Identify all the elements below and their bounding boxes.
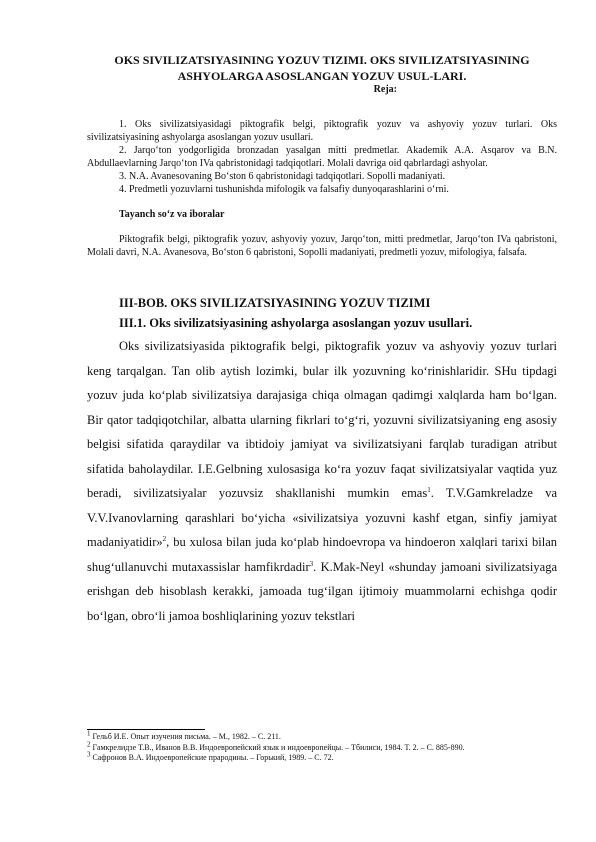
footnote-ref[interactable]: 1 — [427, 485, 431, 494]
footnote-number: 1 — [87, 729, 91, 738]
plan-item: 3. N.A. Avanesovaning Bo‘ston 6 qabristonidagi tadqiqotlari. Sopolli madaniyati. — [119, 171, 446, 182]
body-paragraph — [87, 334, 557, 628]
body-text: Oks sivilizatsiyasida piktografik belgi, piktografik yozuv va ashyoviy yozuv turlari keng tarqalgan. Tan olib aytish lozimki, bular ilk yozuvning ko‘rinishlaridir. SHu tipdagi yozuv juda ko‘plab sivilizatsiya darajasiga chiqa olmagan qadimgi xalqlarda ham bo‘lgan. Bir qator tadqiqotchilar, albatta ularning fikrlari to‘g‘ri, yozuvni sivilizatsiyaning eng asosiy belgisi sifatida qaraydilar va ibtidoiy jamiyat va sivilizatsiyani farqlab turadigan atribut sifatida baholaydilar. I.E.Gelbning xulosasiga ko‘ra yozuv faqat sivilizatsiyalar vaqtida yuz beradi, sivilizatsiyalar yozuvsiz shakllanishi mumkin emas — [87, 339, 557, 500]
body-text: . T.V.Gamkreladze va V.V.Ivanovlarning qarashlari bo‘yicha «sivilizatsiya yozuvni kashf etgan, sinfiy jamiyat madaniyatidir» — [87, 486, 557, 549]
keywords-heading: Tayanch so‘z va iboralar — [119, 209, 225, 220]
document-page — [87, 52, 557, 628]
plan-item: 2. Jarqo‘ton yodgorligida bronzadan yasalgan mitti predmetlar. Akademik A.A. Asqarov va B.N. Abdullaevlarning Jarqo‘ton IVa qabristonidagi tadqiqotlari. Molali davriga oid qabrlardagi ashyolar. — [87, 145, 557, 169]
footnote-divider — [87, 729, 205, 730]
plan-list — [87, 118, 557, 196]
plan-item: 4. Predmetli yozuvlarni tushunishda mifologik va falsafiy dunyoqarashlarini o‘rni. — [119, 184, 449, 195]
chapter-heading: III-BOB. OKS SIVILIZATSIYASINING YOZUV TIZIMI — [119, 296, 431, 310]
keywords-text: Piktografik belgi, piktografik yozuv, ashyoviy yozuv, Jarqo‘ton, mitti predmetlar, Jarqo‘ton IVa qabristoni, Molali davri, N.A. Avanesova, Bo‘ston 6 qabristoni, Sopolli madaniyati, predmetli yozuv, mifologiya, falsafa. — [87, 234, 557, 258]
document-title: OKS SIVILIZATSIYASINING YOZUV TIZIMI. OKS SIVILIZATSIYASINING ASHYOLARGA ASOSLANGAN YOZUV USUL-LARI. — [114, 53, 530, 83]
footnote — [87, 739, 557, 754]
footnote-ref[interactable]: 2 — [162, 534, 167, 543]
footnote — [87, 750, 557, 764]
footnote-number: 2 — [87, 739, 91, 748]
footnote — [87, 729, 557, 743]
body-text: , bu xulosa bilan juda ko‘plab hindoevropa va hindoeron xalqlari tarixi bilan shug‘ullanuvchi mutaxassislar hamfikrdadir — [87, 535, 557, 574]
footnotes — [87, 729, 557, 764]
plan-item: 1. Oks sivilizatsiyasidagi piktografik belgi, piktografik yozuv va ashyoviy yozuv turlari. Oks sivilizatsiyasining ashyolarga asoslangan yozuv usullari. — [87, 119, 557, 143]
footnote-text: Сафронов В.А. Индоевропейские прародины. – Горький, 1989. – С. 72. — [90, 753, 334, 762]
plan-heading: Reja: — [373, 84, 397, 95]
footnote-text: Гельб И.Е. Опыт изучения письма. – М., 1982. – С. 211. — [90, 732, 281, 741]
footnote-number: 3 — [87, 750, 91, 759]
section-heading: III.1. Oks sivilizatsiyasining ashyolarga asoslangan yozuv usullari. — [119, 316, 473, 330]
footnote-text: Гамкрелидзе Т.В., Иванов В.В. Индоевропейский язык и индоевропейцы. – Тбилиси, 1984. Т. 2. – С. 885-890. — [90, 742, 465, 752]
body-text: . K.Mak-Neyl «shunday jamoani sivilizatsiyaga erishgan deb hisoblash kerakki, jamoada tug‘ilgan ijtimoiy muammolarni echishga qodir bo‘lgan, obro‘li jamoa boshliqlarining yozuv tekstlari — [87, 559, 557, 623]
footnote-ref[interactable]: 3 — [309, 559, 314, 568]
